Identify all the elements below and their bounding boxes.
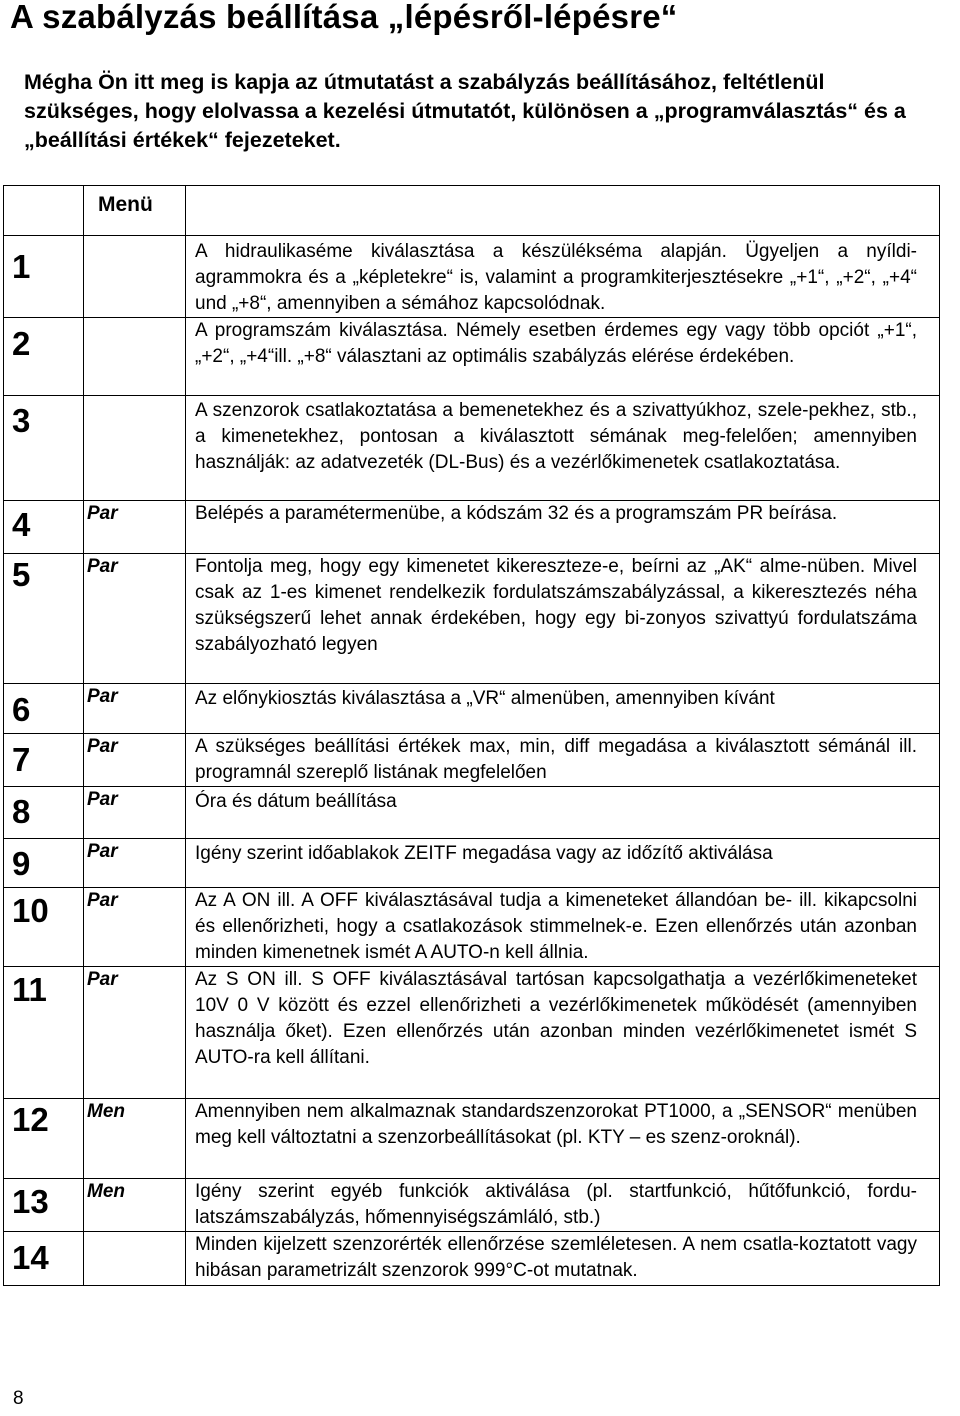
- step-menu: Par: [87, 841, 118, 862]
- step-description: A szenzorok csatlakoztatása a bemenetekhez és a szivattyúkhoz, szele-pekhez, stb., a kimenetekhez, pontosan a kiválasztott sémának meg-felelően; amennyiben használják: az adatvezeték (DL-Bus) és a vezérlőkimenetek csatlakoztatása.: [195, 400, 917, 473]
- page-number: 8: [13, 1388, 24, 1409]
- table-row: [4, 967, 940, 1099]
- step-menu: Men: [87, 1181, 125, 1202]
- steps-table: [3, 185, 940, 1286]
- table-row: [4, 236, 940, 318]
- table-row: [4, 888, 940, 967]
- step-menu: Par: [87, 969, 118, 990]
- header-num-cell: [4, 186, 84, 236]
- table-row: [4, 1179, 940, 1232]
- table-row: [4, 787, 940, 839]
- step-description: Óra és dátum beállítása: [195, 791, 397, 812]
- step-number: 3: [12, 402, 31, 439]
- step-description: Belépés a paramétermenübe, a kódszám 32 és a programszám PR beírása.: [195, 503, 838, 524]
- table-row: [4, 839, 940, 888]
- header-menu-cell: [84, 186, 186, 236]
- page-title: A szabályzás beállítása „lépésről-lépésre“: [10, 0, 678, 35]
- table-row: [4, 501, 940, 554]
- step-description: Fontolja meg, hogy egy kimenetet kikereszteze-e, beírni az „AK“ alme-nüben. Mivel csak az 1-es kimenet rendelkezik fordulatszámszabályzással, a kikeresztezés néha szükségszerű lehet annak érdekében, hogy egy bi-zonyos szivattyú fordulatszáma szabályozható legyen: [195, 556, 917, 655]
- step-number: 10: [12, 892, 49, 929]
- step-description: Amennyiben nem alkalmaznak standardszenzorokat PT1000, a „SENSOR“ menüben meg kell változtatni a szenzorbeállításokat (pl. KTY – es szenz-oroknál).: [195, 1101, 917, 1148]
- table-row: [4, 684, 940, 734]
- step-description: A programszám kiválasztása. Némely esetben érdemes egy vagy több opciót „+1“, „+2“, „+4“ill. „+8“ választani az optimális szabályzás elérése érdekében.: [195, 320, 917, 367]
- step-number: 13: [12, 1183, 49, 1220]
- step-description: Igény szerint egyéb funkciók aktiválása (pl. startfunkció, hűtőfunkció, fordu-latszámszabályzás, hőmennyiségszámláló, stb.): [195, 1181, 917, 1228]
- header-desc-cell: [186, 186, 940, 236]
- step-menu: Par: [87, 686, 118, 707]
- menu-column-header: Menü: [98, 193, 153, 216]
- step-description: Az előnykiosztás kiválasztása a „VR“ almenüben, amennyiben kívánt: [195, 688, 775, 709]
- table-row: [4, 554, 940, 684]
- step-number: 8: [12, 793, 31, 830]
- step-menu: Par: [87, 736, 118, 757]
- step-number: 5: [12, 556, 31, 593]
- step-number: 6: [12, 691, 31, 728]
- step-number: 4: [12, 506, 31, 543]
- table-row: [4, 734, 940, 787]
- step-description: A hidraulikaséme kiválasztása a készülékséma alapján. Ügyeljen a nyíldi-agrammokra és a „képletekre“ is, valamint a programkiterjesztésekre „+1“, „+2“, „+4“ und „+8“, amennyiben a sémához kapcsolódnak.: [195, 241, 917, 314]
- step-description: Az S ON ill. S OFF kiválasztásával tartósan kapcsolgathatja a vezérlőkimeneteket 10V 0 V között és ezzel ellenőrizheti a vezérlőkimenetek működését (amennyiben használja őket). Ezen ellenőrzés után azonban minden vezérlőkimenetet ismét S AUTO-ra kell állítani.: [195, 969, 917, 1068]
- table-row: [4, 1232, 940, 1286]
- table-row: [4, 396, 940, 501]
- step-description: Az A ON ill. A OFF kiválasztásával tudja a kimeneteket állandóan be- ill. kikapcsolni és ellenőrizheti, hogy a csatlakozások stimmelnek-e. Ezen ellenőrzés után azonban minden kimenetnek ismét A AUTO-n kell állnia.: [195, 890, 917, 963]
- step-menu: Par: [87, 556, 118, 577]
- table-row: [4, 318, 940, 396]
- step-menu: Par: [87, 890, 118, 911]
- step-description: Minden kijelzett szenzorérték ellenőrzése szemléletesen. A nem csatla-koztatott vagy hibásan parametrizált szenzorok 999°C-ot mutatnak.: [195, 1234, 917, 1281]
- step-number: 1: [12, 248, 31, 285]
- intro-paragraph: Mégha Ön itt meg is kapja az útmutatást a szabályzás beállításához, feltétlenül szükséges, hogy elolvassa a kezelési útmutatót, különösen a „programválasztás“ és a „beállítási értékek“ fejezeteket.: [24, 70, 906, 152]
- table-header-row: [4, 186, 940, 236]
- step-number: 11: [12, 971, 47, 1008]
- table-row: [4, 1099, 940, 1179]
- step-number: 12: [12, 1101, 49, 1138]
- step-description: Igény szerint időablakok ZEITF megadása vagy az időzítő aktiválása: [195, 843, 773, 864]
- step-number: 14: [12, 1239, 49, 1276]
- step-number: 2: [12, 325, 31, 362]
- step-description: A szükséges beállítási értékek max, min, diff megadása a kiválasztott sémánál ill. programnál szereplő listának megfelelően: [195, 736, 917, 783]
- step-number: 9: [12, 845, 31, 882]
- step-menu: Men: [87, 1101, 125, 1122]
- step-menu: Par: [87, 789, 118, 810]
- step-menu: Par: [87, 503, 118, 524]
- step-number: 7: [12, 741, 31, 778]
